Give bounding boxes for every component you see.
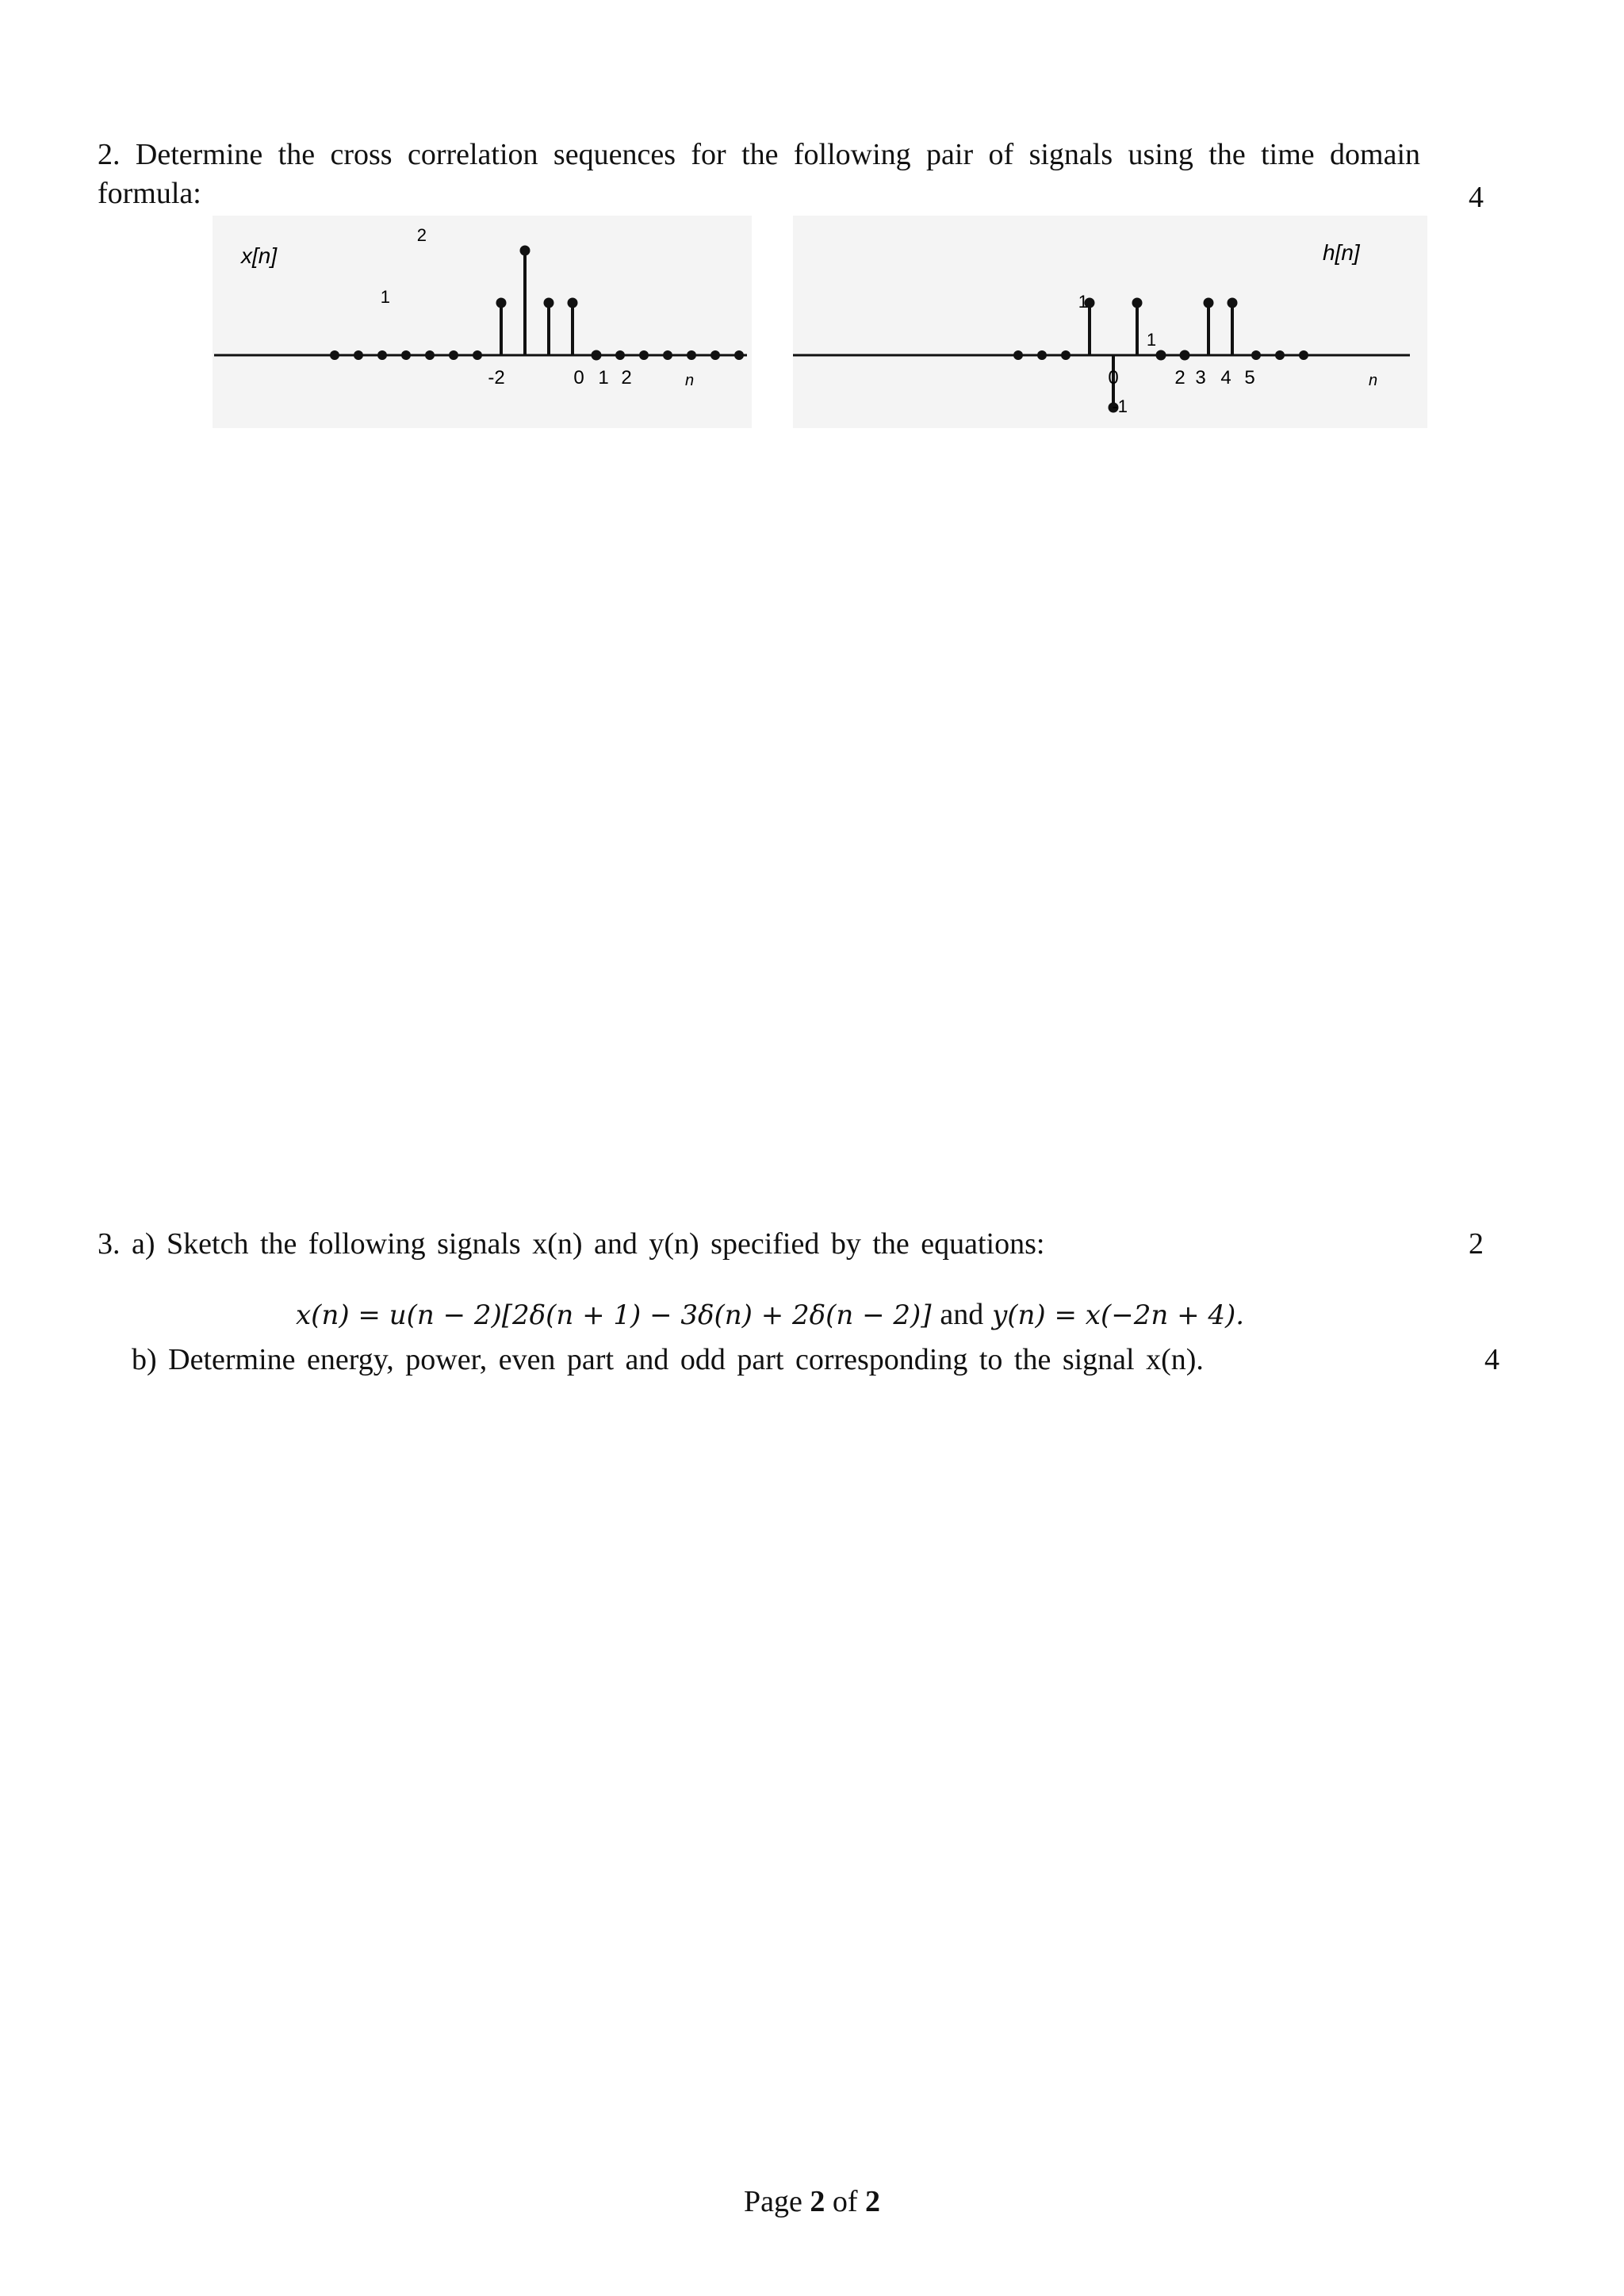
stem-point: [544, 298, 554, 308]
value-label-minus-1: -1: [1112, 396, 1128, 416]
stem-point: [592, 350, 602, 361]
tick-label-2: 2: [1174, 367, 1185, 388]
q3a-marks: 2: [1469, 1227, 1484, 1261]
stem-point: [1156, 350, 1166, 361]
zero-sample-dot: [377, 350, 387, 360]
h-axis-n-label: n: [1369, 372, 1378, 389]
stem-point: [1228, 298, 1238, 308]
q2-text-line2: formula:: [98, 177, 201, 210]
zero-sample-dot: [473, 350, 482, 360]
zero-sample-dot: [1013, 350, 1023, 360]
stem-point: [496, 298, 507, 308]
tick-label-minus-2: -2: [488, 367, 505, 388]
zero-sample-dot: [425, 350, 435, 360]
tick-label-4: 4: [1220, 367, 1231, 388]
page-footer: [0, 2183, 1624, 2220]
value-label-1: 1: [380, 287, 390, 307]
zero-sample-dot: [354, 350, 363, 360]
value-label-1: 1: [1078, 292, 1088, 312]
zero-sample-dot: [401, 350, 411, 360]
figure-h-signal: [793, 216, 1427, 428]
figure-x-signal: [213, 216, 752, 428]
tick-label-3: 3: [1195, 367, 1206, 388]
tick-label-5: 5: [1244, 367, 1255, 388]
tick-label-0: 0: [1108, 367, 1119, 388]
zero-sample-dot: [734, 350, 744, 360]
zero-sample-dot: [710, 350, 720, 360]
zero-sample-dot: [687, 350, 696, 360]
x-stems: [496, 246, 602, 361]
h-signal-stem-plot: [793, 216, 1427, 428]
q2-text-line1: 2. Determine the cross correlation sequences for the following pair of signals using the time domain: [98, 138, 1420, 171]
equation-x-n: x(n) = u(n − 2)[2δ(n + 1) − 3δ(n) + 2δ(n − 2)]: [296, 1299, 932, 1331]
equation-y-n: y(n) = x(−2n + 4).: [992, 1299, 1245, 1331]
zero-sample-dot: [663, 350, 672, 360]
q3a-text: 3. a) Sketch the following signals x(n) and y(n) specified by the equations:: [98, 1227, 1045, 1261]
zero-sample-dot: [615, 350, 625, 360]
q2-marks: 4: [1469, 181, 1484, 214]
tick-label-0: 0: [573, 367, 584, 388]
zero-sample-dot: [1251, 350, 1261, 360]
h-signal-label: h[n]: [1323, 240, 1360, 265]
footer-of-word: of: [832, 2185, 858, 2218]
x-signal-label: x[n]: [241, 243, 278, 268]
stem-point: [1132, 298, 1143, 308]
value-label-2: 2: [416, 225, 427, 245]
q3b-marks: 4: [1484, 1343, 1500, 1376]
x-axis-n-label: n: [685, 372, 695, 389]
x-signal-stem-plot: [213, 216, 752, 428]
q3b-text: b) Determine energy, power, even part and odd part corresponding to the signal x(n).: [132, 1343, 1204, 1376]
footer-page-word: Page: [743, 2185, 802, 2218]
zero-sample-dot: [639, 350, 649, 360]
tick-label-1: 1: [598, 367, 609, 388]
zero-sample-dot: [449, 350, 458, 360]
q3-equation: [296, 1297, 1244, 1333]
equation-and: and: [940, 1298, 984, 1331]
stem-point: [1180, 350, 1190, 361]
zero-sample-dot: [330, 350, 339, 360]
footer-page-total: 2: [865, 2185, 881, 2218]
zero-sample-dot: [1275, 350, 1285, 360]
zero-sample-dot: [1299, 350, 1308, 360]
zero-sample-dot: [1037, 350, 1047, 360]
stem-point: [1204, 298, 1214, 308]
footer-page-number: 2: [810, 2185, 825, 2218]
zero-sample-dot: [1061, 350, 1071, 360]
tick-label-2: 2: [621, 367, 632, 388]
stem-point: [568, 298, 578, 308]
value-label-1-at-n1: 1: [1146, 330, 1157, 350]
stem-point: [520, 246, 530, 256]
